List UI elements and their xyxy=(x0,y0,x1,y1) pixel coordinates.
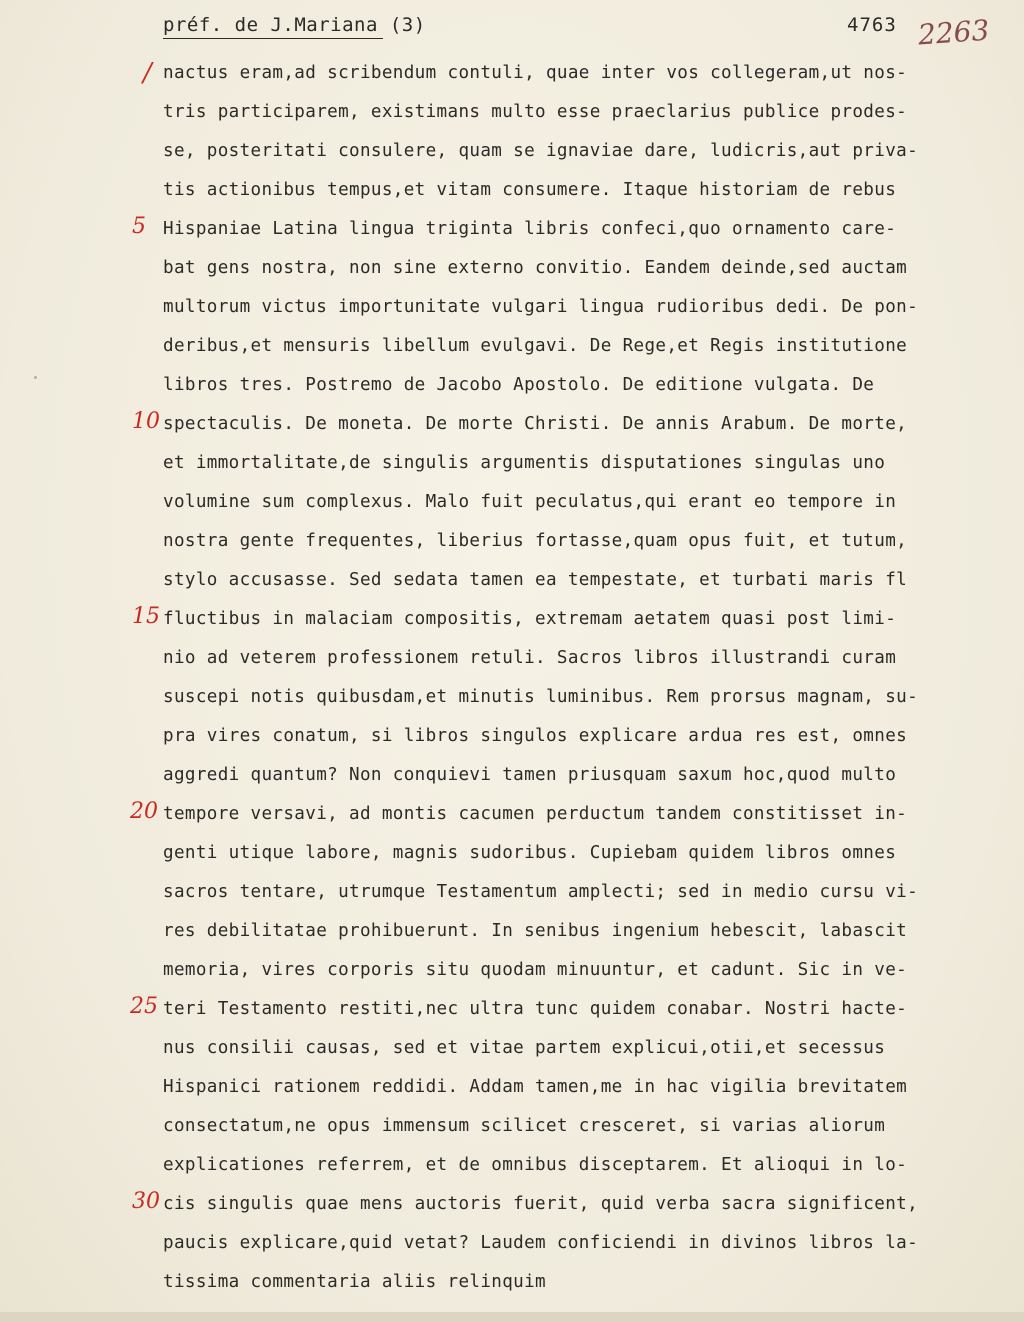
text-line: tempore versavi, ad montis cacumen perductum tandem constitisset in- xyxy=(163,804,908,824)
text-line: genti utique labore, magnis sudoribus. Cupiebam quidem libros omnes xyxy=(163,843,897,863)
header-underline xyxy=(163,38,383,39)
page-number: 4763 xyxy=(847,14,897,36)
text-line: Hispanici rationem reddidi. Addam tamen,me in hac vigilia brevitatem xyxy=(163,1077,908,1097)
text-line: volumine sum complexus. Malo fuit peculatus,qui erant eo tempore in xyxy=(163,492,897,512)
text-line: spectaculis. De moneta. De morte Christi. De annis Arabum. De morte, xyxy=(163,414,908,434)
text-line: teri Testamento restiti,nec ultra tunc quidem conabar. Nostri hacte- xyxy=(163,999,908,1019)
text-line: nostra gente frequentes, liberius fortasse,quam opus fuit, et tutum, xyxy=(163,531,908,551)
text-line: paucis explicare,quid vetat? Laudem conficiendi in divinos libros la- xyxy=(163,1233,919,1253)
text-line: tissima commentaria aliis relinquim xyxy=(163,1272,546,1292)
line-marker-5: 5 xyxy=(132,214,146,239)
page-header-title: préf. de J.Mariana (3) xyxy=(163,14,426,36)
line-marker-1: / xyxy=(143,58,152,88)
text-line: explicationes referrem, et de omnibus disceptarem. Et alioqui in lo- xyxy=(163,1155,908,1175)
text-line: res debilitatae prohibuerunt. In senibus ingenium hebescit, labascit xyxy=(163,921,908,941)
line-marker-10: 10 xyxy=(132,409,160,434)
text-line: aggredi quantum? Non conquievi tamen priusquam saxum hoc,quod multo xyxy=(163,765,897,785)
text-line: cis singulis quae mens auctoris fuerit, quid verba sacra significent, xyxy=(163,1194,919,1214)
text-line: fluctibus in malaciam compositis, extremam aetatem quasi post limi- xyxy=(163,609,897,629)
paper-speck xyxy=(34,376,37,379)
text-line: stylo accusasse. Sed sedata tamen ea tempestate, et turbati maris fl xyxy=(163,570,908,590)
body-text xyxy=(163,59,1003,1307)
text-line: se, posteritati consulere, quam se ignaviae dare, ludicris,aut priva- xyxy=(163,141,919,161)
text-line: bat gens nostra, non sine externo convitio. Eandem deinde,sed auctam xyxy=(163,258,908,278)
line-marker-15: 15 xyxy=(132,604,160,629)
page-bottom-edge xyxy=(0,1312,1024,1322)
text-line: suscepi notis quibusdam,et minutis luminibus. Rem prorsus magnam, su- xyxy=(163,687,919,707)
line-marker-30: 30 xyxy=(132,1189,160,1214)
text-line: libros tres. Postremo de Jacobo Apostolo. De editione vulgata. De xyxy=(163,375,875,395)
text-line: memoria, vires corporis situ quodam minuuntur, et cadunt. Sic in ve- xyxy=(163,960,908,980)
text-line: nio ad veterem professionem retuli. Sacros libros illustrandi curam xyxy=(163,648,897,668)
text-line: nus consilii causas, sed et vitae partem explicui,otii,et secessus xyxy=(163,1038,886,1058)
handwritten-page-number: 2263 xyxy=(916,13,991,52)
text-line: Hispaniae Latina lingua triginta libris confeci,quo ornamento care- xyxy=(163,219,897,239)
text-line: sacros tentare, utrumque Testamentum amplecti; sed in medio cursu vi- xyxy=(163,882,919,902)
line-marker-20: 20 xyxy=(130,799,158,824)
text-line: multorum victus importunitate vulgari lingua rudioribus dedi. De pon- xyxy=(163,297,919,317)
line-marker-25: 25 xyxy=(130,994,158,1019)
text-line: tris participarem, existimans multo esse praeclarius publice prodes- xyxy=(163,102,908,122)
text-line: et immortalitate,de singulis argumentis disputationes singulas uno xyxy=(163,453,886,473)
text-line: deribus,et mensuris libellum evulgavi. De Rege,et Regis institutione xyxy=(163,336,908,356)
text-line: nactus eram,ad scribendum contuli, quae inter vos collegeram,ut nos- xyxy=(163,63,908,83)
text-line: tis actionibus tempus,et vitam consumere. Itaque historiam de rebus xyxy=(163,180,897,200)
text-line: consectatum,ne opus immensum scilicet cresceret, si varias aliorum xyxy=(163,1116,886,1136)
text-line: pra vires conatum, si libros singulos explicare ardua res est, omnes xyxy=(163,726,908,746)
